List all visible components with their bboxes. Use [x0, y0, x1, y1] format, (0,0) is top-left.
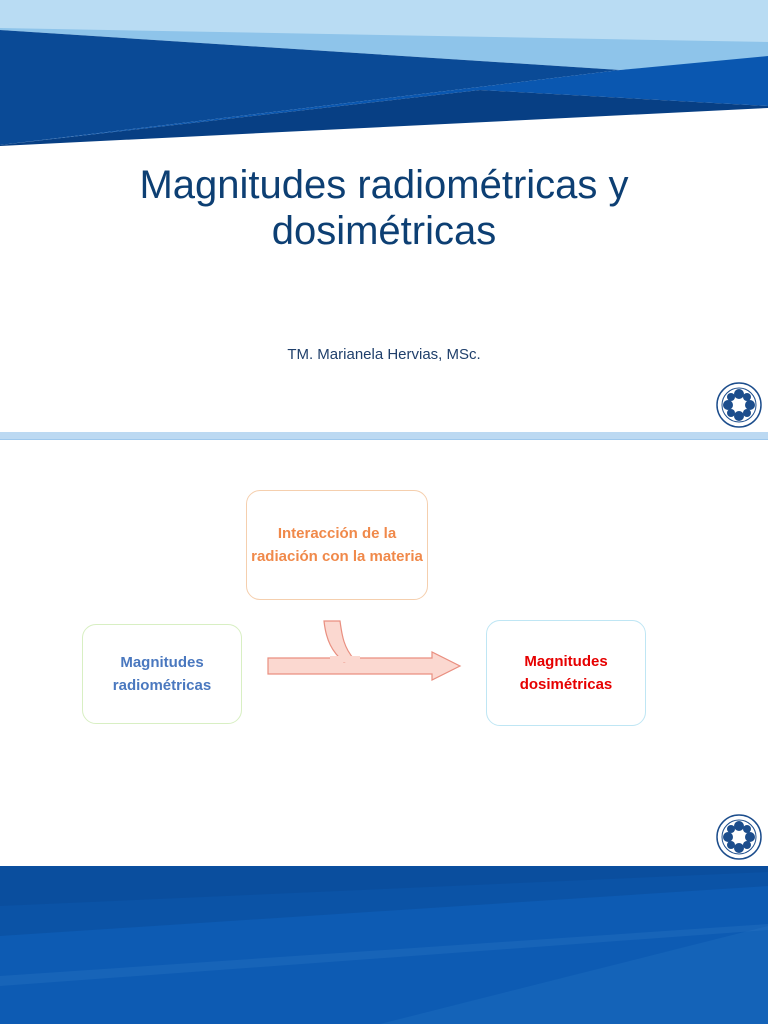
university-seal-icon-2 — [716, 814, 762, 860]
header-band — [0, 0, 768, 150]
radiometric-box-label: Magnitudes radiométricas — [112, 654, 212, 694]
merge-arrow-icon — [0, 440, 768, 740]
footer-band — [0, 866, 768, 1024]
diagram-slide — [0, 440, 768, 1024]
dosimetric-box-label: Magnitudes dosimétricas — [519, 653, 613, 693]
university-seal-icon — [716, 382, 762, 428]
title-slide — [0, 0, 768, 432]
author-name: TM. Marianela Hervias, MSc. — [287, 346, 481, 363]
slide-title: Magnitudes radiométricas y dosimétricas — [139, 163, 629, 253]
interaction-box-label: Interacción de la radiación con la materia — [251, 525, 423, 565]
